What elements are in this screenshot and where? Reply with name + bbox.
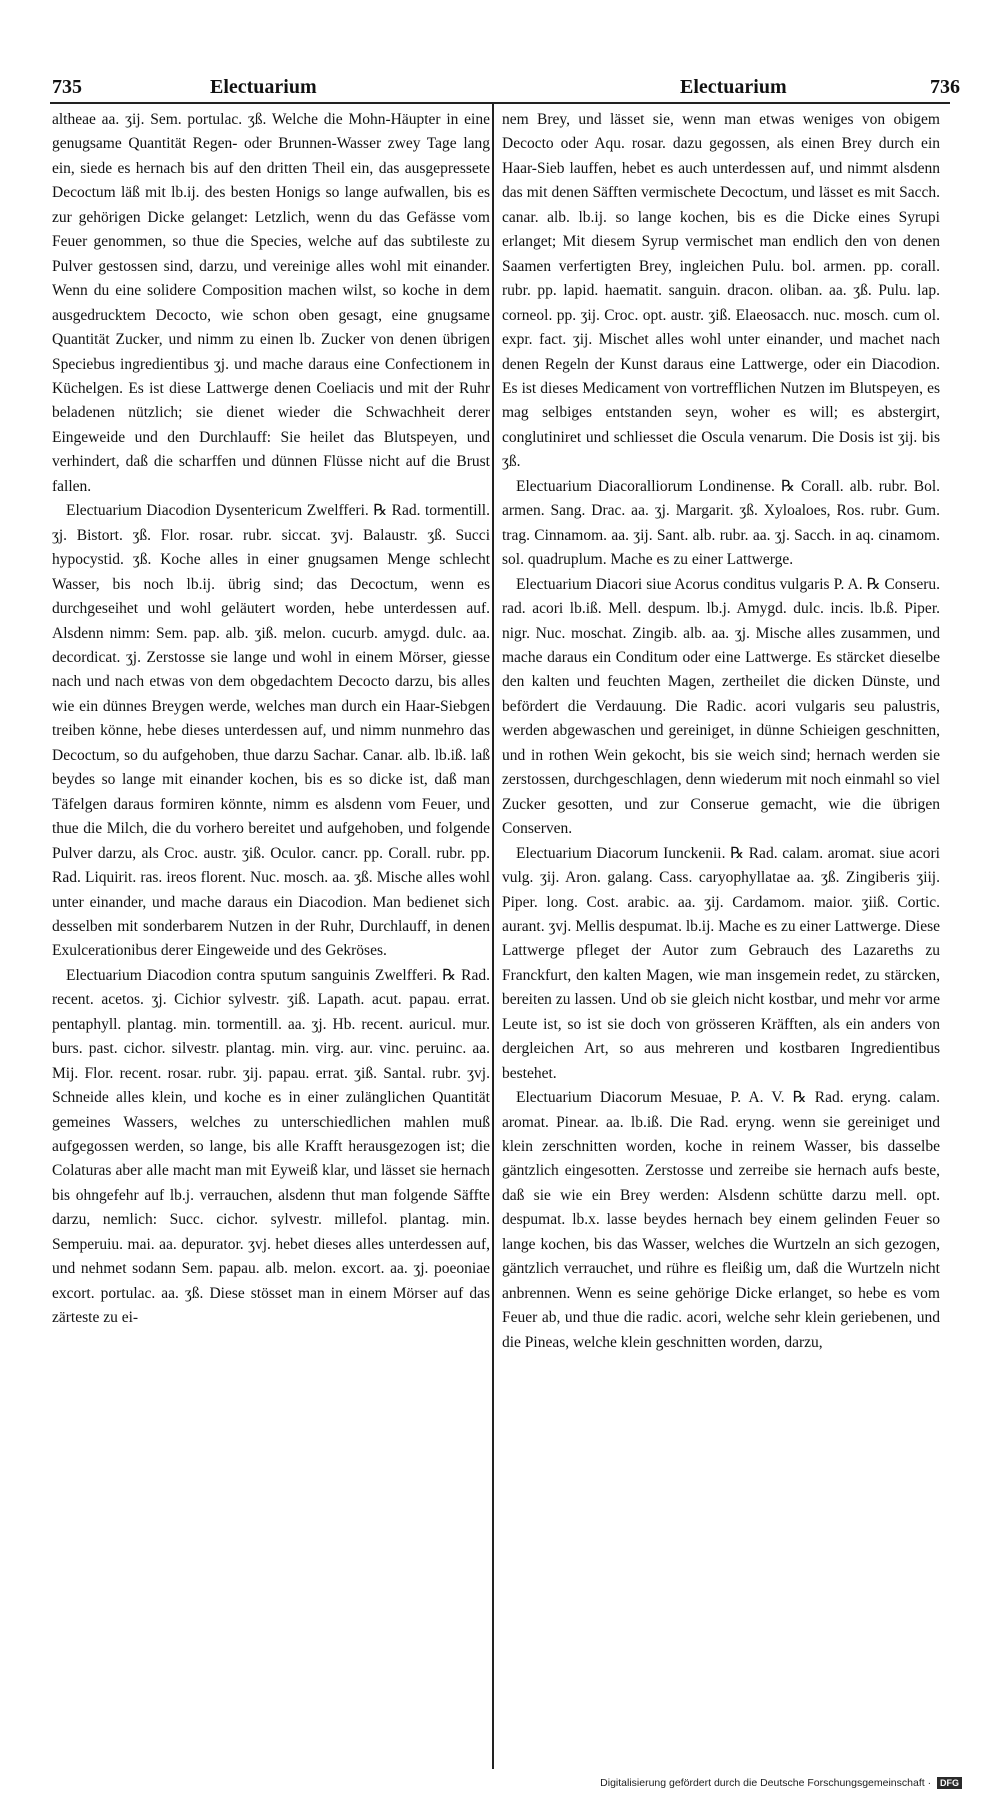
left-running-title: Electuarium: [210, 76, 317, 98]
paragraph: Electuarium Diacodion Dysentericum Zwelfferi. ℞ Rad. tormentill. ʒj. Bistort. ʒß. Flor. rosar. rubr. siccat. ʒvj. Balaustr. ʒß. Succi hypocystid. ʒß. Koche alles in einer gnugsamen Menge schlecht Wasser, bis noch lb.ij. übrig sind; das Decoctum, wenn es durchgeseihet und wohl geläutert worden, hebe unterdessen auf. Alsdenn nimm: Sem. pap. alb. ʒiß. melon. cucurb. amygd. dulc. aa. decordicat. ʒj. Zerstosse sie lange und wohl in einem Mörser, giesse nach und nach etwas von dem obgedachtem Decocto darzu, bis alles wie ein dünnes Breygen werde, welches man durch ein Haar-Siebgen treiben könne, hebe dieses unterdessen auf, und nimm nunmehro das Decoctum, so du aufgehoben, thue darzu Sachar. Canar. alb. lb.iß. laß beydes so lange mit einander kochen, bis es so dicke ist, daß man Täfelgen daraus formiren könnte, nimm es alsdenn vom Feuer, und thue die Milch, die du vorhero bereitet und aufgehoben, und folgende Pulver darzu, als Croc. austr. ʒiß. Oculor. cancr. pp. Corall. rubr. pp. Rad. Liquirit. ras. ireos florent. Nuc. mosch. aa. ʒß. Mische alles wohl unter einander, und mache daraus ein Diacodion. Man bedienet sich desselben mit sonderbarem Nutzen in der Ruhr, Durchlauff, in denen Exulcerationibus derer Eingeweide und des Gekröses.: [52, 502, 490, 960]
right-column: [502, 108, 940, 1355]
dfg-logo: DFG: [937, 1777, 962, 1789]
right-page-number: 736: [930, 76, 960, 98]
paragraph: Electuarium Diacoralliorum Londinense. ℞ Corall. alb. rubr. Bol. armen. Sang. Drac. aa. ʒj. Margarit. ʒß. Xyloaloes, Ros. rubr. Gum. trag. Cinnamom. aa. ʒij. Sant. alb. rubr. aa. ʒj. Sacch. in aq. cinamom. sol. quadruplum. Mache es zu einer Lattwerge.: [502, 477, 940, 569]
paragraph: Electuarium Diacori siue Acorus conditus vulgaris P. A. ℞ Conseru. rad. acori lb.iß. Mell. despum. lb.j. Amygd. dulc. incis. lb.ß. Piper. nigr. Nuc. moschat. Zingib. alb. aa. ʒj. Mische alles zusammen, und mache daraus ein Conditum oder eine Lattwerge. Es stärcket dieselbe den kalten und feuchten Magen, zertheilet die dicken Dünste, und befördert die Verdauung. Die Radic. acori vulgaris seu palustris, werden abgewaschen und gereiniget, in dünne Schieigen geschnitten, und in rothen Wein gekocht, bis sie weich sind; hernach werden sie zerstossen, durchgeschlagen, denn wiederum mit noch einmahl so viel Zucker gesotten, und zur Conserue gemacht, wie die übrigen Conserven.: [502, 575, 940, 838]
paragraph: Electuarium Diacorum Iunckenii. ℞ Rad. calam. aromat. siue acori vulg. ʒij. Aron. galang. Cass. caryophyllatae aa. ʒß. Zingiberis ʒiij. Piper. long. Cost. arabic. aa. ʒij. Cardamom. maior. ʒiiß. Cortic. aurant. ʒvj. Mellis despumat. lb.ij. Mache es zu einer Lattwerge. Diese Lattwerge pfleget der Autor zum Gebrauch des Lazareths zu Franckfurt, den kalten Magen, wie man insgemein redet, zu stärcken, bereiten zu lassen. Und ob sie gleich nicht kostbar, und mehr vor arme Leute ist, so ist sie doch von grösseren Kräfften, als ein anders von dergleichen Art, so aus mehreren und kostbaren Ingredientibus bestehet.: [502, 844, 940, 1082]
column-divider: [492, 104, 494, 1769]
paragraph: Electuarium Diacorum Mesuae, P. A. V. ℞ Rad. eryng. calam. aromat. Pinear. aa. lb.iß. Die Rad. eryng. wenn sie gereiniget und klein zerschnitten worden, koche in reinem Wasser, bis dasselbe gäntzlich eingesotten. Zerstosse und zerreibe sie hernach aufs beste, daß sie wie ein Brey werden: Alsdenn schütte darzu mell. opt. despumat. lb.x. lasse beydes hernach bey einem gelinden Feuer so lange kochen, bis das Wasser, welches die Wurtzeln an sich gezogen, gäntzlich verrauchet, und rühre es fleißig um, daß die Wurtzeln nicht anbrennen. Wenn es seine gehörige Dicke erlanget, so hebe es vom Feuer ab, und thue die radic. acori, welche sehr klein geriebenen, und die Pineas, welche klein geschnitten worden, darzu,: [502, 1089, 940, 1351]
left-page-number: 735: [52, 76, 82, 98]
footer-text: Digitalisierung gefördert durch die Deutsche Forschungsgemeinschaft ·: [600, 1777, 932, 1789]
header-rule: [50, 102, 950, 104]
paragraph: altheae aa. ʒij. Sem. portulac. ʒß. Welche die Mohn-Häupter in eine genugsame Quantität Regen- oder Brunnen-Wasser zwey Tage lang ein, siede es hernach bis auf den dritten Theil ein, das ausgepressete Decoctum läß mit lb.ij. des besten Honigs so lange aufwallen, bis es zur gehörigen Dicke gelanget: Letzlich, wenn du das Gefässe vom Feuer genommen, so thue die Species, welche auf das subtileste zu Pulver gestossen sind, darzu, und vereinige alles wohl mit einander. Wenn du eine solidere Composition machen wilst, so koche in dem ausgedrucktem Decocto, wie schon oben gesagt, eine gnugsame Quantität Zucker, und nimm zu einen lb. Zucker von denen übrigen Speciebus ingredientibus ʒj. und mache daraus eine Confectionem in Küchelgen. Es ist diese Lattwerge denen Coeliacis und mit der Ruhr beladenen nützlich; sie dienet wieder die Schwachheit derer Eingeweide und den Durchlauff: Sie heilet das Blutspeyen, und verhindert, daß die scharffen und dünnen Flüsse nicht auf die Brust fallen.: [52, 111, 490, 495]
right-running-title: Electuarium: [680, 76, 787, 98]
digitization-footer: [600, 1777, 962, 1789]
paragraph: nem Brey, und lässet sie, wenn man etwas weniges von obigem Decocto oder Aqu. rosar. dazu gegossen, als einen Brey durch ein Haar-Sieb lauffen, hebet es auch unterdessen auf, und nimmt alsdenn das mit denen Säfften vermischete Decoctum, und lässet es mit Sacch. canar. alb. lb.ij. so lange kochen, bis es die Dicke eines Syrupi erlanget; Mit diesem Syrup vermischet man endlich den von denen Saamen verfertigten Brey, ingleichen Pulu. bol. armen. pp. corall. rubr. pp. lapid. haematit. sanguin. dracon. oliban. aa. ʒß. Pulu. lap. corneol. pp. ʒij. Croc. opt. austr. ʒiß. Elaeosacch. nuc. mosch. cum ol. expr. fact. ʒij. Mischet alles wohl unter einander, und machet nach denen Regeln der Kunst daraus eine Lattwerge, oder ein Diacodion. Es ist dieses Medicament von vortrefflichen Nutzen im Blutspeyen, es mag selbiges entstanden seyn, woher es will; es abstergirt, conglutiniret und schliesset die Oscula venarum. Die Dosis ist ʒij. bis ʒß.: [502, 111, 940, 471]
paragraph: Electuarium Diacodion contra sputum sanguinis Zwelfferi. ℞ Rad. recent. acetos. ʒj. Cichior sylvestr. ʒiß. Lapath. acut. papau. errat. pentaphyll. plantag. min. tormentill. aa. ʒj. Hb. recent. auricul. mur. burs. past. cichor. silvestr. plantag. min. virg. aur. vinc. peruinc. aa. Mij. Flor. recent. rosar. rubr. ʒij. papau. errat. ʒiß. Santal. rubr. ʒvj. Schneide alles klein, und koche es in einer zulänglichen Quantität gemeines Wassers, welches zu unterschiedlichen mahlen muß aufgegossen werden, so lange, bis alle Krafft herausgezogen ist; die Colaturas aber alle macht man mit Eyweiß klar, und lässet sie hernach bis ohngefehr auf lb.j. verrauchen, alsdenn thut man folgende Säffte darzu, nemlich: Succ. cichor. sylvestr. millefol. plantag. min. Semperuiu. mai. aa. depurator. ʒvj. hebet dieses alles unterdessen auf, und nehmet sodann Sem. papau. alb. melon. excort. aa. ʒj. poeoniae excort. portulac. aa. ʒß. Diese stösset man in einem Mörser auf das zärteste zu ei-: [52, 966, 490, 1327]
left-column: [52, 108, 490, 1331]
